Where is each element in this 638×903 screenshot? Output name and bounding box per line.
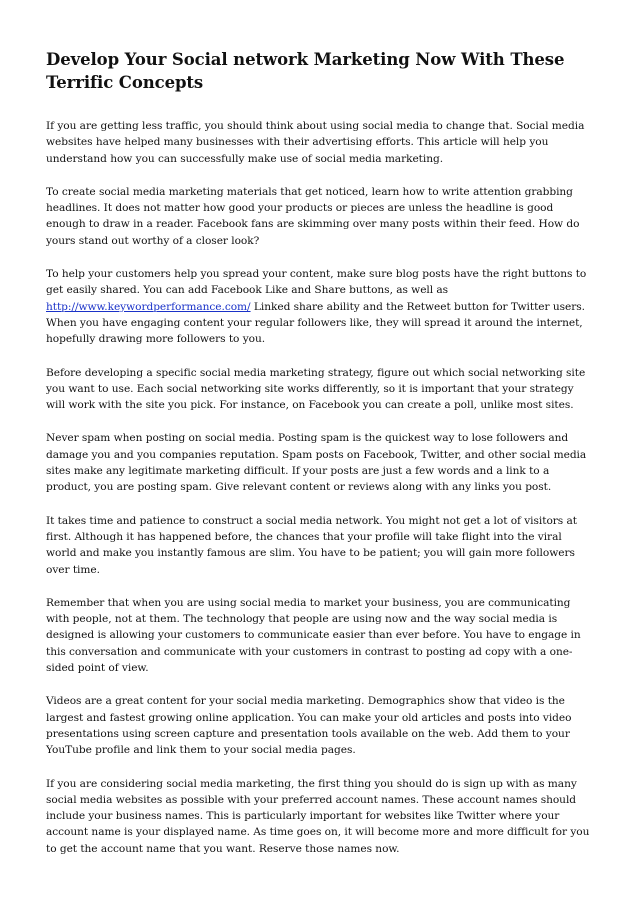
document-title: Develop Your Social network Marketing Now With These Terrific Concepts bbox=[46, 50, 565, 92]
paragraph-5: Never spam when posting on social media. Posting spam is the quickest way to lose followers and damage you and you companies reputation. Spam posts on Facebook, Twitter, and other social media sites make any legitimate marketing difficult. If your posts are just a few words and a link to a product, you are posting spam. Give relevant content or reviews along with any links you post. bbox=[46, 432, 587, 494]
paragraph-8: Videos are a great content for your social media marketing. Demographics show that video is the largest and fastest growing online application. You can make your old articles and posts into video presentations using screen capture and presentation tools available on the web. Add them to your YouTube profile and link them to your social media pages. bbox=[46, 695, 572, 757]
paragraph-1: If you are getting less traffic, you should think about using social media to change that. Social media websites have helped many businesses with their advertising efforts. This article will help you understand how you can successfully make use of social media marketing. bbox=[46, 120, 585, 165]
paragraph-3-text-after: Linked share ability and the Retweet button for Twitter users. When you have engaging content your regular followers like, they will spread it around the internet, hopefully drawing more followers to you. bbox=[46, 300, 585, 346]
paragraph-4: Before developing a specific social media marketing strategy, figure out which social networking site you want to use. Each social networking site works differently, so it is important that your strategy will work with the site you pick. For instance, on Facebook you can create a poll, unlike most sites. bbox=[46, 366, 586, 412]
paragraph-7: Remember that when you are using social media to market your business, you are communicating with people, not at them. The technology that people are using now and the way social media is designed is allowing your customers to communicate easier than ever before. You have to engage in this conversation and communicate with your customers in contrast to posting ad copy with a one-sided point of view. bbox=[46, 596, 581, 675]
paragraph-3 bbox=[46, 266, 594, 347]
keyword-performance-link[interactable]: http://www.keywordperformance.com/ bbox=[46, 300, 251, 313]
paragraph-2: To create social media marketing materials that get noticed, learn how to write attention grabbing headlines. It does not matter how good your products or pieces are unless the headline is good enough to draw in a reader. Facebook fans are skimming over many posts within their feed. How do yours stand out worthy of a closer look? bbox=[46, 185, 580, 247]
paragraph-6: It takes time and patience to construct a social media network. You might not get a lot of visitors at first. Although it has happened before, the chances that your profile will take flight into the viral world and make you instantly famous are slim. You have to be patient; you will gain more followers over time. bbox=[46, 514, 577, 576]
paragraph-3-text-before: To help your customers help you spread your content, make sure blog posts have the right buttons to get easily shared. You can add Facebook Like and Share buttons, as well as bbox=[46, 268, 587, 297]
paragraph-9: If you are considering social media marketing, the first thing you should do is sign up with as many social media websites as possible with your preferred account names. These account names should include your business names. This is particularly important for websites like Twitter where your account name is your displayed name. As time goes on, it will become more and more difficult for you to get the account name that you want. Reserve those names now. bbox=[46, 777, 590, 855]
